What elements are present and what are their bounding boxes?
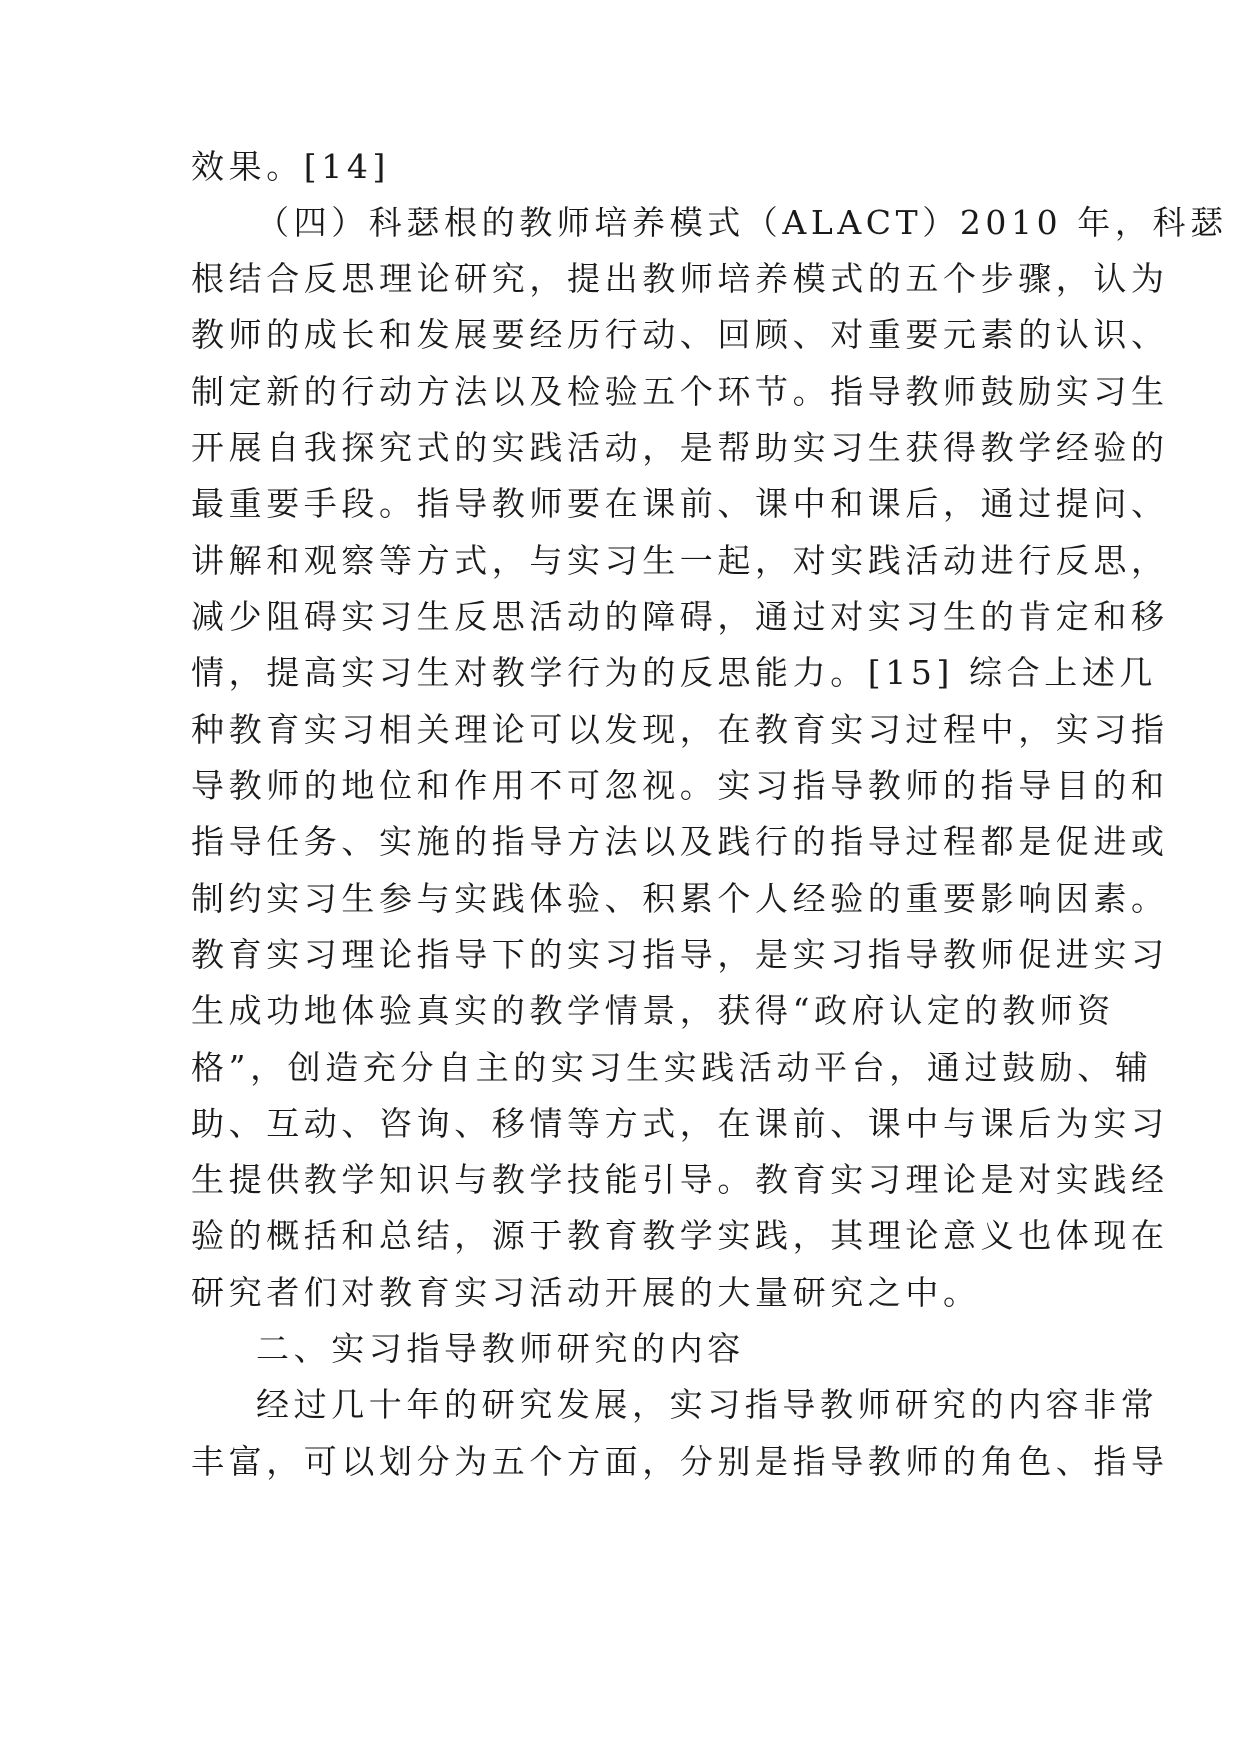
text-line: 教师的成长和发展要经历行动、回顾、对重要元素的认识、 xyxy=(191,315,1169,354)
text-line: 最重要手段。指导教师要在课前、课中和课后，通过提问、 xyxy=(191,484,1169,523)
text-line: 导教师的地位和作用不可忽视。实习指导教师的指导目的和 xyxy=(191,766,1169,805)
section-heading-4: （四）科瑟根的教师培养模式（ALACT）2010 年，科瑟 xyxy=(256,203,1228,242)
text-line: 制定新的行动方法以及检验五个环节。指导教师鼓励实习生 xyxy=(191,372,1169,411)
text-line: 减少阻碍实习生反思活动的障碍，通过对实习生的肯定和移 xyxy=(191,597,1169,636)
section-heading-2: 二、实习指导教师研究的内容 xyxy=(256,1329,745,1368)
text-line: 制约实习生参与实践体验、积累个人经验的重要影响因素。 xyxy=(191,879,1169,918)
text-line: 开展自我探究式的实践活动，是帮助实习生获得教学经验的 xyxy=(191,428,1169,467)
text-line: 教育实习理论指导下的实习指导，是实习指导教师促进实习 xyxy=(191,935,1169,974)
text-line: 种教育实习相关理论可以发现，在教育实习过程中，实习指 xyxy=(191,710,1169,749)
text-line: 生提供教学知识与教学技能引导。教育实习理论是对实践经 xyxy=(191,1160,1169,1199)
text-line: 情，提高实习生对教学行为的反思能力。[15] 综合上述几 xyxy=(191,653,1158,692)
text-line: 研究者们对教育实习活动开展的大量研究之中。 xyxy=(191,1273,981,1312)
text-line: 指导任务、实施的指导方法以及践行的指导过程都是促进或 xyxy=(191,822,1169,861)
text-line: 格”，创造充分自主的实习生实践活动平台，通过鼓励、辅 xyxy=(191,1048,1153,1087)
text-line: 生成功地体验真实的教学情景，获得“政府认定的教师资 xyxy=(191,991,1115,1030)
text-line: 验的概括和总结，源于教育教学实践，其理论意义也体现在 xyxy=(191,1216,1169,1255)
text-line: 助、互动、咨询、移情等方式，在课前、课中与课后为实习 xyxy=(191,1104,1169,1143)
text-line: 经过几十年的研究发展，实习指导教师研究的内容非常 xyxy=(256,1385,1159,1424)
text-line: 效果。[14] xyxy=(191,147,390,186)
text-line: 讲解和观察等方式，与实习生一起，对实践活动进行反思， xyxy=(191,541,1169,580)
text-line: 丰富，可以划分为五个方面，分别是指导教师的角色、指导 xyxy=(191,1442,1169,1481)
text-line: 根结合反思理论研究，提出教师培养模式的五个步骤，认为 xyxy=(191,259,1169,298)
